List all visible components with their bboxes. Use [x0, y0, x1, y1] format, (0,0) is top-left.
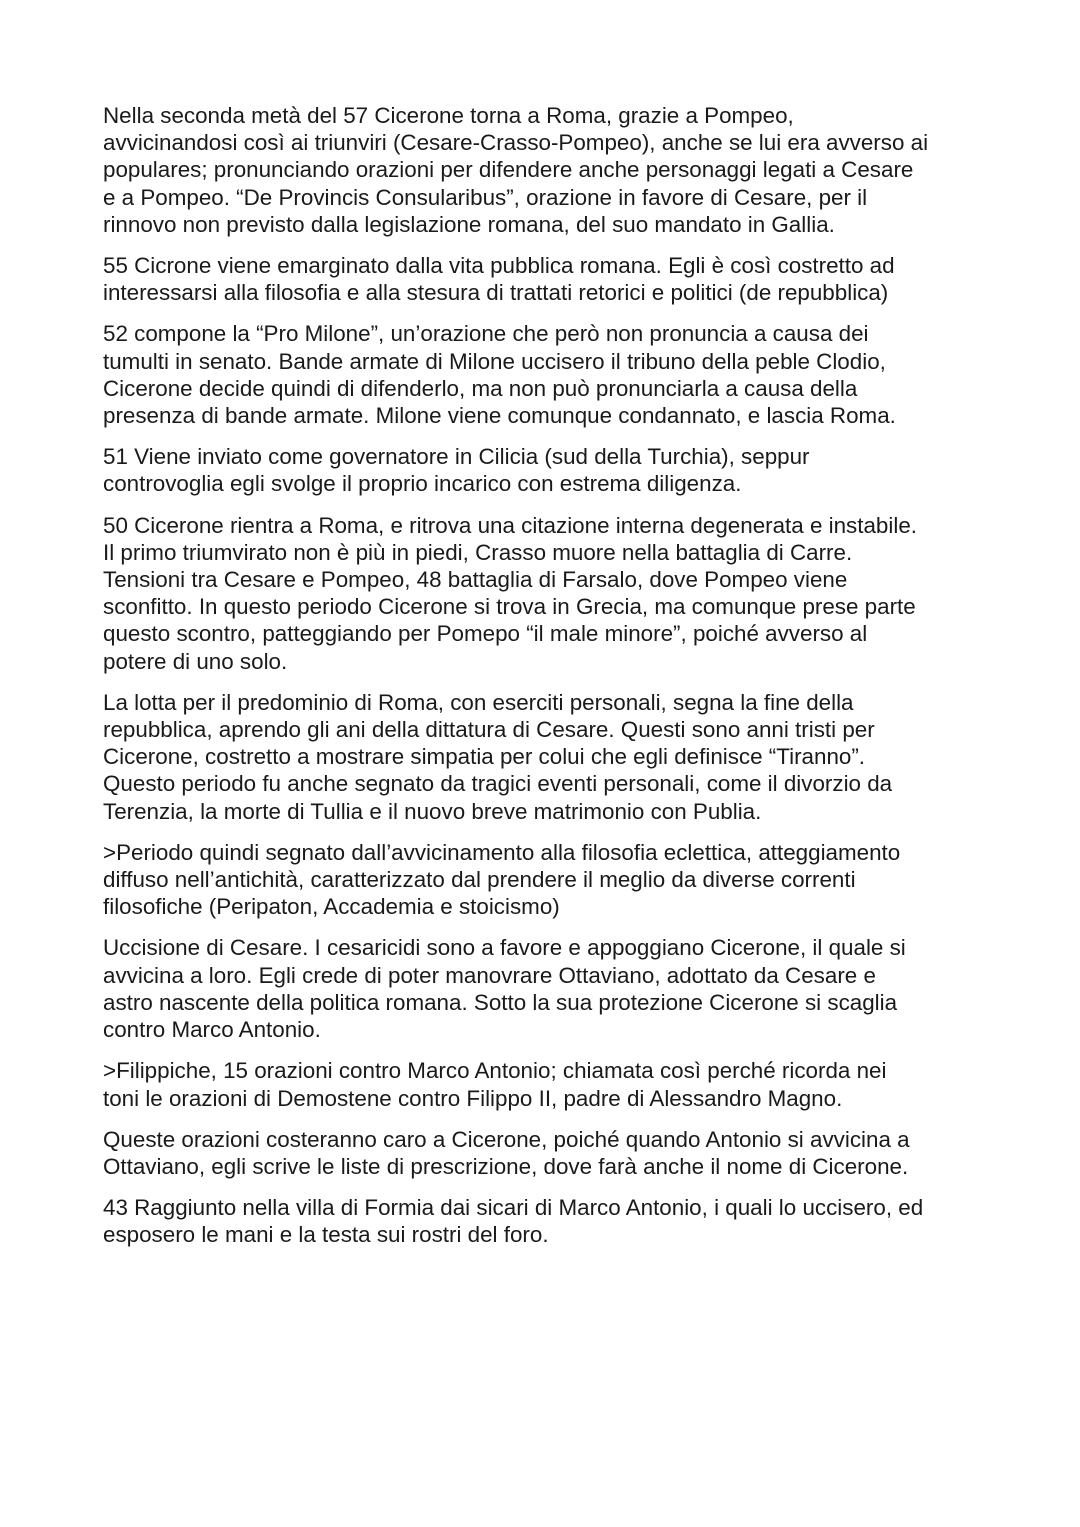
text-line: questo scontro, patteggiando per Pomepo “il male minore”, poiché avverso al [103, 621, 868, 647]
text-line: diffuso nell’antichità, caratterizzato dal prendere il meglio da diverse correnti [103, 867, 856, 893]
document-page [103, 102, 983, 1263]
text-line: Tensioni tra Cesare e Pompeo, 48 battaglia di Farsalo, dove Pompeo viene [103, 567, 848, 593]
paragraph-43 [103, 1194, 983, 1248]
text-line: 50 Cicerone rientra a Roma, e ritrova una citazione interna degenerata e instabile. [103, 512, 918, 538]
text-line: 52 compone la “Pro Milone”, un’orazione che però non pronuncia a causa dei [103, 321, 869, 347]
text-line: astro nascente della politica romana. Sotto la sua protezione Cicerone si scaglia [103, 989, 898, 1015]
text-line: tumulti in senato. Bande armate di Milone uccisero il tribuno della peble Clodio, [103, 348, 886, 374]
text-line: 55 Cicrone viene emarginato dalla vita pubblica romana. Egli è così costretto ad [103, 253, 895, 279]
text-line: Cicerone decide quindi di difenderlo, ma non può pronunciarla a causa della [103, 375, 858, 401]
text-line: Ottaviano, egli scrive le liste di prescrizione, dove farà anche il nome di Cicerone. [103, 1153, 909, 1179]
text-line: e a Pompeo. “De Provincis Consularibus”, orazione in favore di Cesare, per il [103, 184, 868, 210]
text-line: 43 Raggiunto nella villa di Formia dai sicari di Marco Antonio, i quali lo uccisero, ed [103, 1195, 924, 1221]
text-line: Cicerone, costretto a mostrare simpatia per colui che egli definisce “Tiranno”. [103, 744, 866, 770]
text-line: populares; pronunciando orazioni per difendere anche personaggi legati a Cesare [103, 157, 914, 183]
text-line: esposero le mani e la testa sui rostri del foro. [103, 1222, 549, 1248]
paragraph-return-to-rome [103, 102, 983, 238]
text-line: sconfitto. In questo periodo Cicerone si trova in Grecia, ma comunque prese parte [103, 594, 916, 620]
text-line: Nella seconda metà del 57 Cicerone torna a Roma, grazie a Pompeo, [103, 103, 794, 128]
paragraph-eclectic-philosophy [103, 839, 983, 921]
text-line: contro Marco Antonio. [103, 1017, 321, 1043]
text-line: avvicinandosi così ai triunviri (Cesare-Crasso-Pompeo), anche se lui era avverso ai [103, 130, 929, 156]
paragraph-51 [103, 443, 983, 497]
text-line: avvicina a loro. Egli crede di poter manovrare Ottaviano, adottato da Cesare e [103, 962, 876, 988]
paragraph-consequences [103, 1126, 983, 1180]
text-line: filosofiche (Peripaton, Accademia e stoicismo) [103, 894, 560, 920]
paragraph-50 [103, 512, 983, 675]
paragraph-55 [103, 252, 983, 306]
text-line: controvoglia egli svolge il proprio incarico con estrema diligenza. [103, 471, 742, 497]
text-line: >Filippiche, 15 orazioni contro Marco Antonio; chiamata così perché ricorda nei [103, 1058, 887, 1084]
text-line: Queste orazioni costeranno caro a Cicerone, poiché quando Antonio si avvicina a [103, 1126, 910, 1152]
text-line: La lotta per il predominio di Roma, con eserciti personali, segna la fine della [103, 689, 854, 715]
paragraph-struggle-for-rome [103, 689, 983, 825]
text-line: Uccisione di Cesare. I cesaricidi sono a favore e appoggiano Cicerone, il quale si [103, 935, 906, 961]
paragraph-52 [103, 320, 983, 429]
paragraph-filippiche [103, 1057, 983, 1111]
text-line: >Periodo quindi segnato dall’avvicinamento alla filosofia eclettica, atteggiamento [103, 839, 901, 865]
text-line: Questo periodo fu anche segnato da tragici eventi personali, come il divorzio da [103, 771, 893, 797]
text-line: Terenzia, la morte di Tullia e il nuovo breve matrimonio con Publia. [103, 798, 762, 824]
text-line: presenza di bande armate. Milone viene comunque condannato, e lascia Roma. [103, 403, 896, 429]
text-line: 51 Viene inviato come governatore in Cilicia (sud della Turchia), seppur [103, 444, 810, 470]
text-line: rinnovo non previsto dalla legislazione romana, del suo mandato in Gallia. [103, 211, 835, 237]
paragraph-caesar-killing [103, 934, 983, 1043]
text-line: repubblica, aprendo gli ani della dittatura di Cesare. Questi sono anni tristi per [103, 717, 875, 743]
text-line: interessarsi alla filosofia e alla stesura di trattati retorici e politici (de repubblica) [103, 280, 889, 306]
text-line: potere di uno solo. [103, 648, 288, 674]
text-line: toni le orazioni di Demostene contro Filippo II, padre di Alessandro Magno. [103, 1085, 843, 1111]
text-line: Il primo triumvirato non è più in piedi, Crasso muore nella battaglia di Carre. [103, 539, 853, 565]
